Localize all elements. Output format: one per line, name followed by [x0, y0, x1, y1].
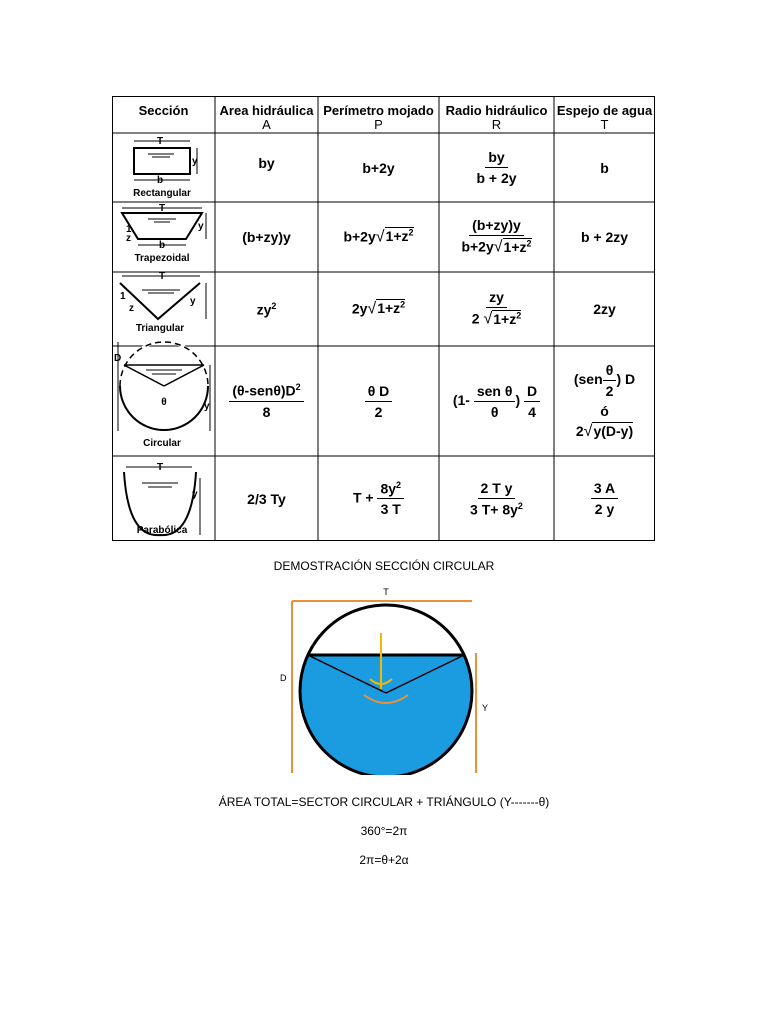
triangular-sketch — [120, 271, 206, 334]
svg-text:T: T — [156, 136, 164, 147]
radius-rectangular: $\frac{by}{b + 2y}$ — [476, 149, 517, 186]
perimeter-parabolic: T + $\frac{8y^2}{3 T}$ — [318, 456, 439, 541]
mirror-trapezoidal: b + 2zy — [580, 229, 629, 245]
perimeter-trapezoidal: $b+2y√1+z^2$ — [343, 227, 414, 246]
rectangular-sketch — [133, 136, 198, 199]
area-circular: $\frac{(\theta-sen\theta)D^2}{8}$ — [215, 346, 318, 456]
label-t: T — [383, 587, 389, 597]
mirror-rectangular: b — [600, 159, 609, 176]
hydraulic-sections-table — [112, 96, 655, 541]
svg-text:Parabólica: Parabólica — [136, 525, 188, 536]
parabolic-sketch — [124, 462, 200, 536]
mirror-triangular: 2zy — [593, 301, 616, 317]
area-triangular: $zy^2$ — [256, 300, 277, 318]
header-mirror: Espejo de agua T — [556, 103, 653, 132]
svg-text:Trapezoidal: Trapezoidal — [134, 253, 190, 264]
section-sketches — [112, 133, 215, 541]
circular-section-diagram — [270, 585, 490, 775]
label-d: D — [280, 673, 287, 683]
header-perimeter: Perímetro mojado P — [323, 103, 434, 132]
trapezoidal-sketch — [122, 203, 206, 264]
header-radius: Radio hidráulico R — [445, 103, 548, 132]
area-trapezoidal: (b+zy)y — [242, 229, 291, 245]
header-section: Sección — [138, 103, 189, 118]
svg-text:T: T — [156, 462, 164, 473]
svg-text:Circular: Circular — [143, 438, 181, 449]
area-rectangular: by — [258, 155, 275, 171]
circular-sketch — [114, 342, 210, 449]
header-area: Area hidráulica A — [219, 103, 314, 132]
area-parabolic: 2/3 Ty — [247, 490, 286, 507]
perimeter-rectangular: b+2y — [362, 159, 395, 176]
svg-text:y: y — [198, 221, 204, 232]
svg-text:y: y — [204, 401, 210, 412]
svg-text:D: D — [114, 353, 122, 364]
svg-text:Triangular: Triangular — [135, 323, 185, 334]
svg-text:1: 1 — [120, 291, 126, 302]
svg-text:y: y — [192, 489, 198, 500]
svg-text:y: y — [190, 296, 196, 307]
svg-text:z: z — [129, 303, 134, 314]
svg-text:T: T — [158, 203, 166, 214]
svg-text:b: b — [156, 175, 164, 186]
svg-text:T: T — [158, 271, 166, 282]
svg-text:1: 1 — [126, 224, 132, 235]
radius-parabolic: $\frac{\text{2 T y}}{3 T+ 8y^2}$ — [470, 479, 523, 518]
demo-title: DEMOSTRACIÓN SECCIÓN CIRCULAR — [273, 559, 495, 573]
equation-360: 360°=2π — [360, 824, 408, 838]
equation-total-area: ÁREA TOTAL=SECTOR CIRCULAR + TRIÁNGULO (Y-------θ) — [218, 795, 550, 809]
perimeter-triangular: $2y√1+z^2$ — [351, 299, 406, 318]
svg-text:θ: θ — [161, 397, 167, 408]
svg-text:y: y — [192, 156, 198, 167]
svg-text:Rectangular: Rectangular — [133, 188, 191, 199]
svg-text:b: b — [158, 240, 166, 251]
perimeter-circular: $\frac{\text{θ D}}{2}$ — [318, 346, 439, 456]
equation-2pi: 2π=θ+2α — [359, 853, 409, 867]
label-y: Y — [482, 703, 489, 713]
mirror-circular: (sen $\frac{\theta}{2}$ ) D ó 2√y(D-y) — [573, 361, 636, 440]
radius-circular: (1- $\frac{\text{sen θ}}{\theta}$ ) $\frac{D}{4}$ — [439, 346, 554, 456]
radius-triangular: $\frac{zy}{2 √1+z^2}$ — [471, 289, 522, 328]
svg-text:z: z — [126, 233, 131, 244]
mirror-parabolic: $\frac{3 A}{2 y}$ — [554, 456, 655, 541]
radius-trapezoidal: $\frac{(b+zy)y}{b+2y√1+z^2}$ — [461, 217, 532, 256]
water-segment — [300, 655, 472, 775]
